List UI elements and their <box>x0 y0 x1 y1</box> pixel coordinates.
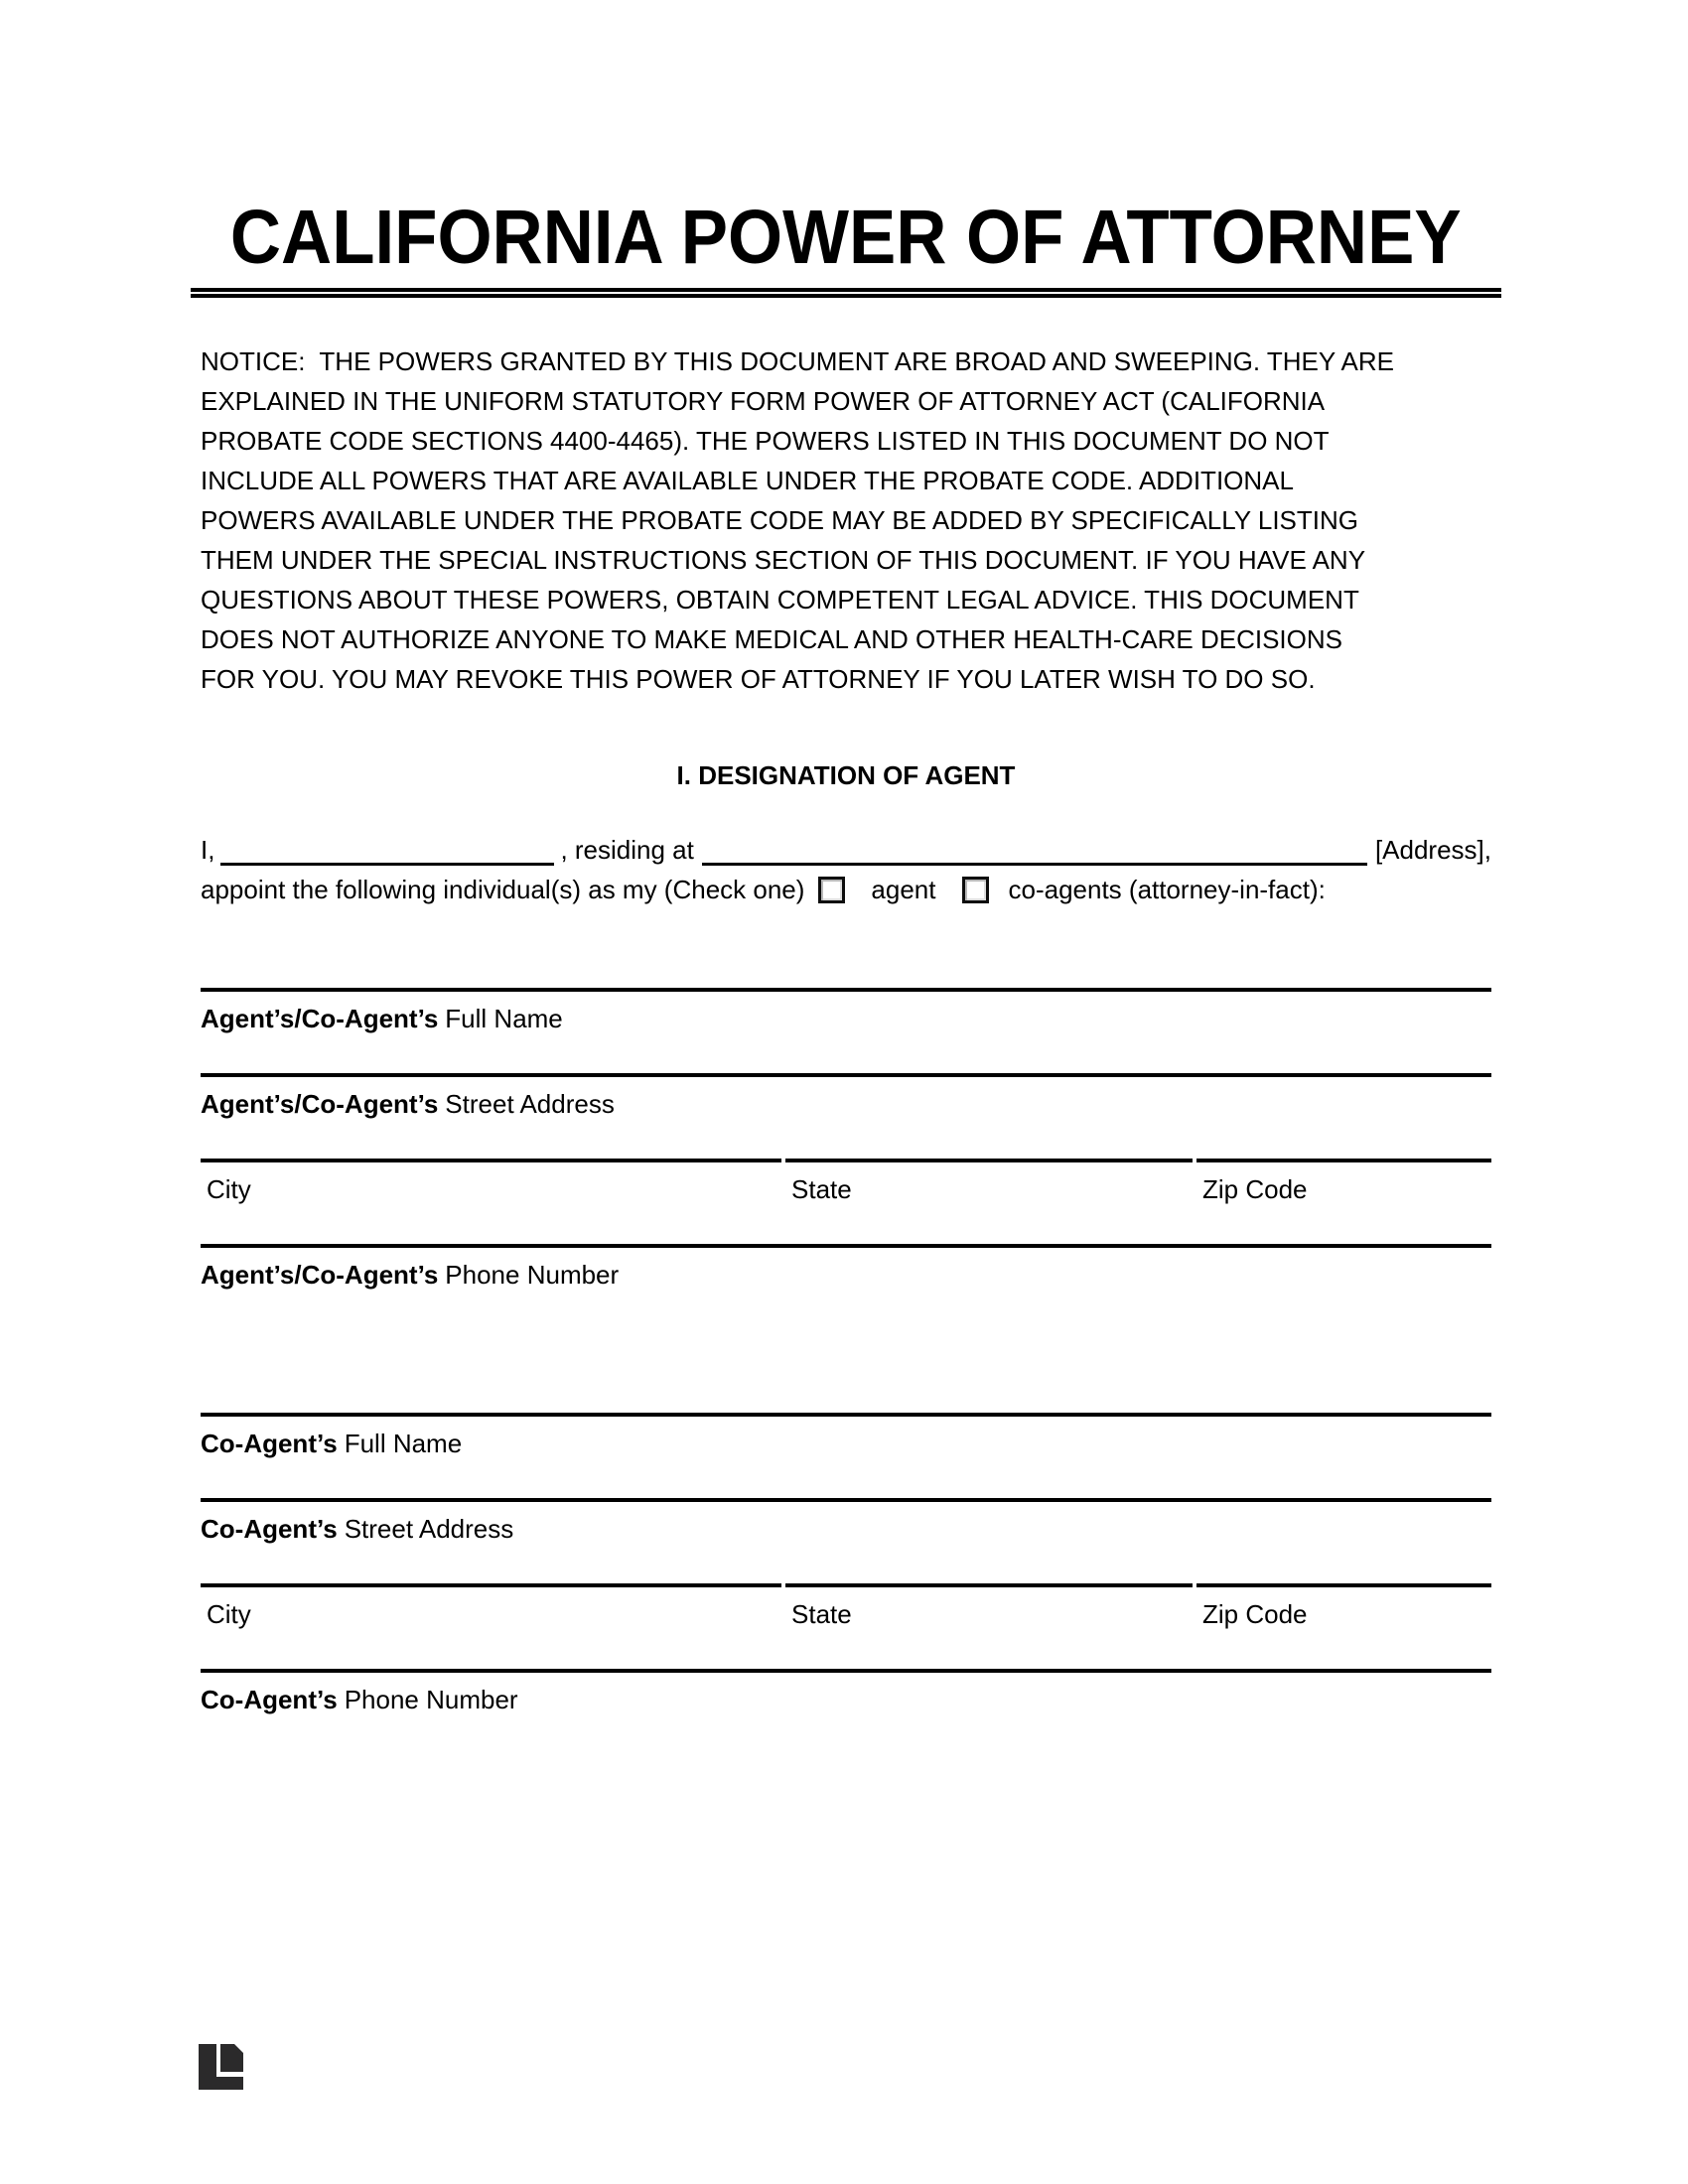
notice-line: DOES NOT AUTHORIZE ANYONE TO MAKE MEDICAL AND OTHER HEALTH-CARE DECISIONS <box>201 624 1342 654</box>
residing-at-text: , residing at <box>560 835 694 865</box>
co-agents-option-label: co-agents (attorney-in-fact): <box>1008 875 1326 904</box>
coagent-city-label: City <box>207 1599 251 1629</box>
agent-state-label: State <box>791 1174 852 1204</box>
agent-street-address-field <box>201 1073 1491 1159</box>
agent-city-label: City <box>207 1174 251 1204</box>
agent-option-label: agent <box>871 875 936 904</box>
notice-line: QUESTIONS ABOUT THESE POWERS, OBTAIN COMPETENT LEGAL ADVICE. THIS DOCUMENT <box>201 585 1359 614</box>
coagent-city-field <box>201 1583 781 1669</box>
coagent-city-line[interactable] <box>201 1583 781 1587</box>
agent-state-line[interactable] <box>785 1159 1193 1162</box>
co-agents-checkbox[interactable] <box>962 877 989 903</box>
notice-paragraph <box>201 341 1491 699</box>
agent-zip-label: Zip Code <box>1202 1174 1308 1204</box>
agent-fields-group <box>201 988 1491 1329</box>
agent-zip-field <box>1196 1159 1491 1244</box>
coagent-city-state-zip-row <box>201 1583 1491 1669</box>
legaltemplates-logo-icon <box>199 2044 243 2090</box>
notice-line: FOR YOU. YOU MAY REVOKE THIS POWER OF ATTORNEY IF YOU LATER WISH TO DO SO. <box>201 664 1316 694</box>
coagent-street-address-field <box>201 1498 1491 1583</box>
coagent-phone-label: Co-Agent’s Phone Number <box>201 1685 518 1714</box>
coagent-full-name-label: Co-Agent’s Full Name <box>201 1429 463 1458</box>
agent-checkbox[interactable] <box>818 877 845 903</box>
agent-full-name-label: Agent’s/Co-Agent’s Full Name <box>201 1004 563 1033</box>
coagent-state-label: State <box>791 1599 852 1629</box>
coagent-full-name-field <box>201 1413 1491 1498</box>
notice-line: THEM UNDER THE SPECIAL INSTRUCTIONS SECTION OF THIS DOCUMENT. IF YOU HAVE ANY <box>201 545 1366 575</box>
agent-phone-field <box>201 1244 1491 1329</box>
agent-city-line[interactable] <box>201 1159 781 1162</box>
coagent-state-line[interactable] <box>785 1583 1193 1587</box>
address-tag: [Address], <box>1374 835 1491 865</box>
title-double-rule <box>191 288 1501 298</box>
principal-line <box>201 830 1491 870</box>
notice-line: POWERS AVAILABLE UNDER THE PROBATE CODE MAY BE ADDED BY SPECIFICALLY LISTING <box>201 505 1359 535</box>
appoint-text: appoint the following individual(s) as my (Check one) <box>201 875 805 904</box>
coagent-phone-line[interactable] <box>201 1669 1491 1673</box>
agent-city-field <box>201 1159 781 1244</box>
title-block <box>201 195 1491 280</box>
agent-phone-label: Agent’s/Co-Agent’s Phone Number <box>201 1260 620 1290</box>
coagent-fields-group <box>201 1413 1491 1754</box>
appointment-line <box>201 870 1491 909</box>
agent-full-name-field <box>201 988 1491 1073</box>
designation-intro <box>201 830 1491 909</box>
coagent-phone-field <box>201 1669 1491 1754</box>
principal-address-blank[interactable] <box>702 830 1367 866</box>
page-content <box>201 0 1491 1754</box>
principal-name-blank[interactable] <box>220 830 554 866</box>
notice-line: INCLUDE ALL POWERS THAT ARE AVAILABLE UNDER THE PROBATE CODE. ADDITIONAL <box>201 466 1294 495</box>
coagent-zip-field <box>1196 1583 1491 1669</box>
agent-state-field <box>785 1159 1193 1244</box>
notice-line: NOTICE: THE POWERS GRANTED BY THIS DOCUMENT ARE BROAD AND SWEEPING. THEY ARE <box>201 346 1395 376</box>
coagent-street-address-label: Co-Agent’s Street Address <box>201 1514 514 1544</box>
document-title: CALIFORNIA POWER OF ATTORNEY <box>230 195 1462 280</box>
agent-phone-line[interactable] <box>201 1244 1491 1248</box>
notice-line: PROBATE CODE SECTIONS 4400-4465). THE POWERS LISTED IN THIS DOCUMENT DO NOT <box>201 426 1330 456</box>
agent-city-state-zip-row <box>201 1159 1491 1244</box>
coagent-full-name-line[interactable] <box>201 1413 1491 1417</box>
notice-line: EXPLAINED IN THE UNIFORM STATUTORY FORM POWER OF ATTORNEY ACT (CALIFORNIA <box>201 386 1326 416</box>
coagent-zip-label: Zip Code <box>1202 1599 1308 1629</box>
coagent-street-address-line[interactable] <box>201 1498 1491 1502</box>
agent-full-name-line[interactable] <box>201 988 1491 992</box>
coagent-zip-line[interactable] <box>1196 1583 1491 1587</box>
agent-street-address-label: Agent’s/Co-Agent’s Street Address <box>201 1089 615 1119</box>
principal-prefix: I, <box>201 835 215 865</box>
agent-street-address-line[interactable] <box>201 1073 1491 1077</box>
coagent-state-field <box>785 1583 1193 1669</box>
section-heading: I. DESIGNATION OF AGENT <box>676 760 1016 790</box>
agent-zip-line[interactable] <box>1196 1159 1491 1162</box>
